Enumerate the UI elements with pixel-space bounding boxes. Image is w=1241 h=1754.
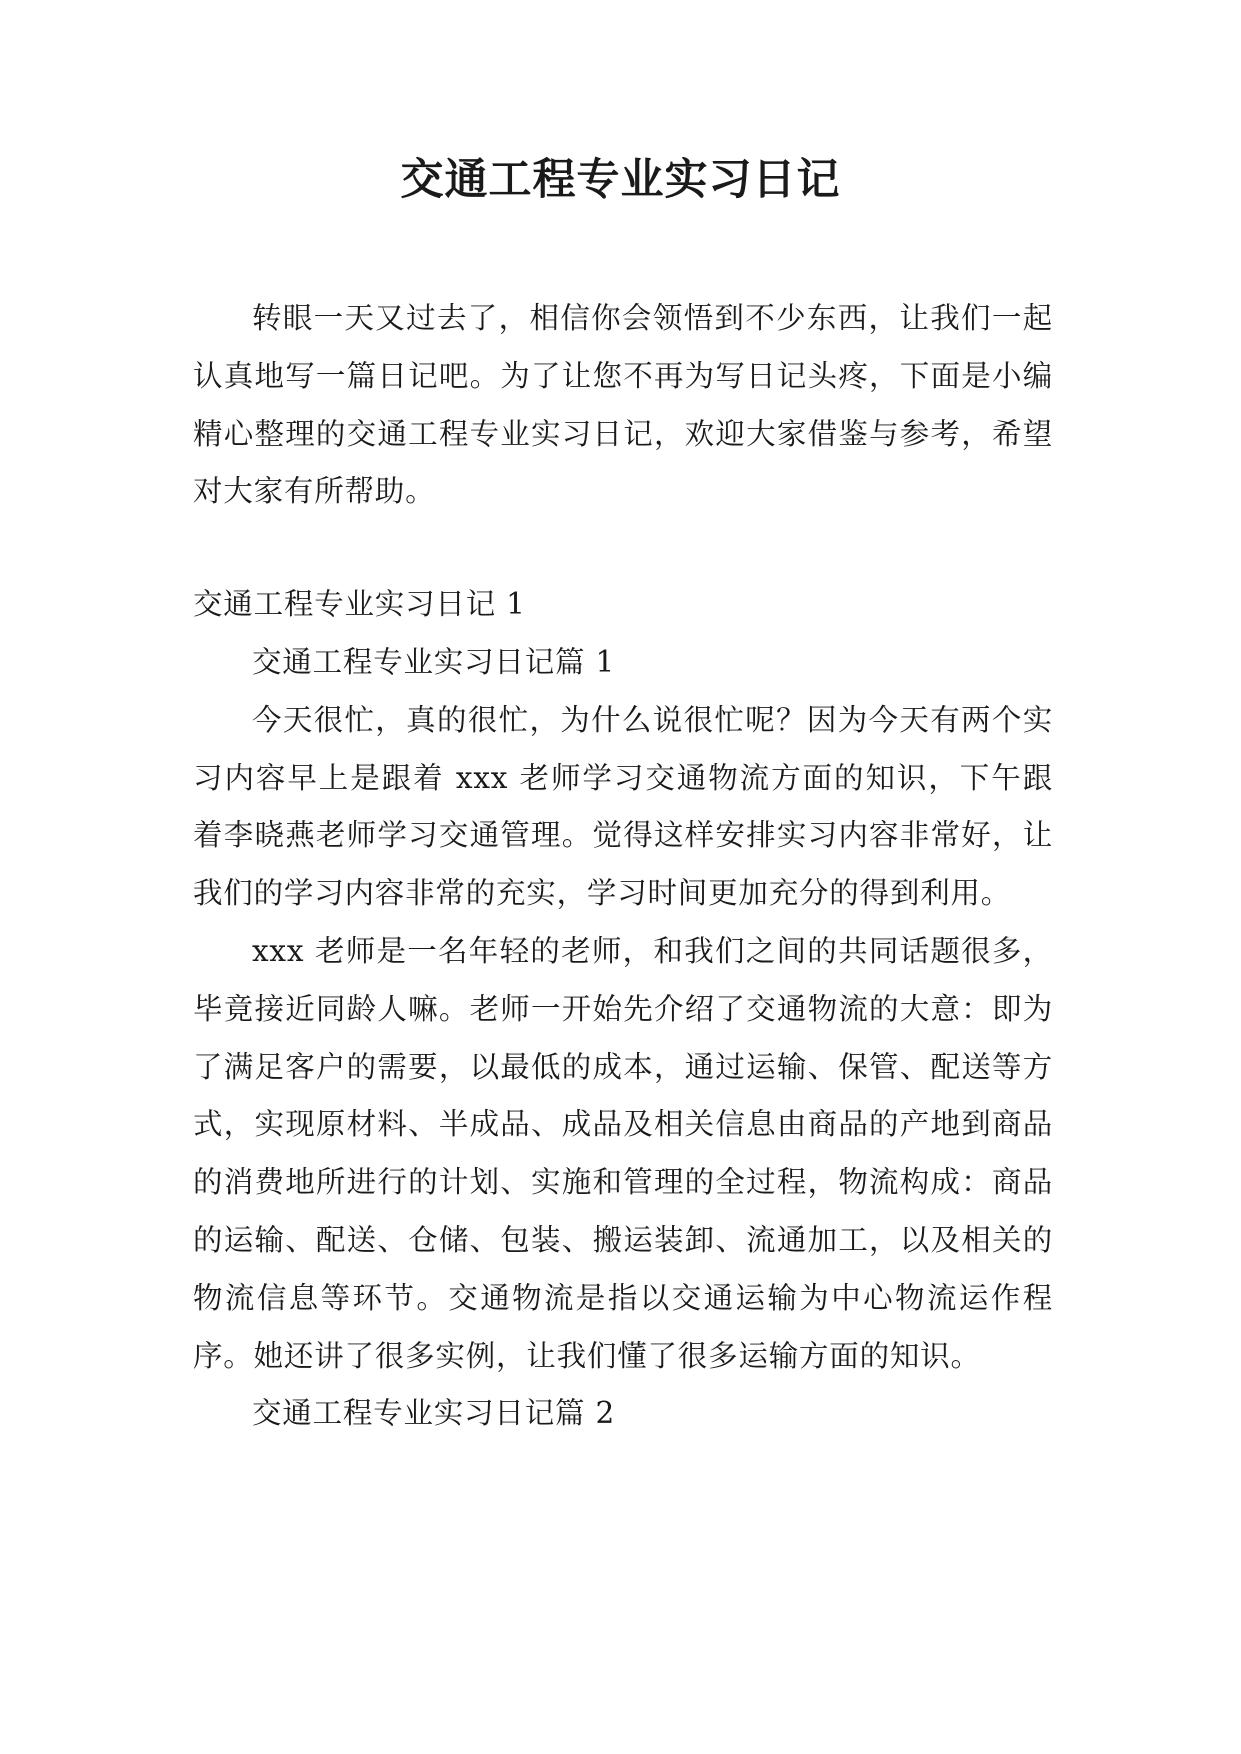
spacer bbox=[193, 521, 1053, 576]
document-body bbox=[193, 290, 1053, 1443]
entry1-heading: 交通工程专业实习日记篇 1 bbox=[252, 644, 616, 679]
entry2-heading: 交通工程专业实习日记篇 2 bbox=[252, 1396, 616, 1431]
entry1-paragraph-2: xxx 老师是一名年轻的老师，和我们之间的共同话题很多，毕竟接近同龄人嘛。老师一开始先介绍了交通物流的大意：即为了满足客户的需要，以最低的成本，通过运输、保管、配送等方式，实现原材料、半成品、成品及相关信息由商品的产地到商品的消费地所进行的计划、实施和管理的全过程，物流构成：商品的运输、配送、仓储、包装、搬运装卸、流通加工，以及相关的物流信息等环节。交通物流是指以交通运输为中心物流运作程序。她还讲了很多实例，让我们懂了很多运输方面的知识。 bbox=[193, 933, 1053, 1373]
page-title: 交通工程专业实习日记 bbox=[400, 155, 841, 205]
entry1-paragraph-1: 今天很忙，真的很忙，为什么说很忙呢？因为今天有两个实习内容早上是跟着 xxx 老师学习交通物流方面的知识，下午跟着李晓燕老师学习交通管理。觉得这样安排实习内容非常好，让我们的学习内容非常的充实，学习时间更加充分的得到利用。 bbox=[193, 702, 1053, 911]
section-heading: 交通工程专业实习日记 1 bbox=[193, 587, 526, 622]
intro-paragraph: 转眼一天又过去了，相信你会领悟到不少东西，让我们一起认真地写一篇日记吧。为了让您不再为写日记头疼，下面是小编精心整理的交通工程专业实习日记，欢迎大家借鉴与参考，希望对大家有所帮助。 bbox=[193, 301, 1053, 509]
